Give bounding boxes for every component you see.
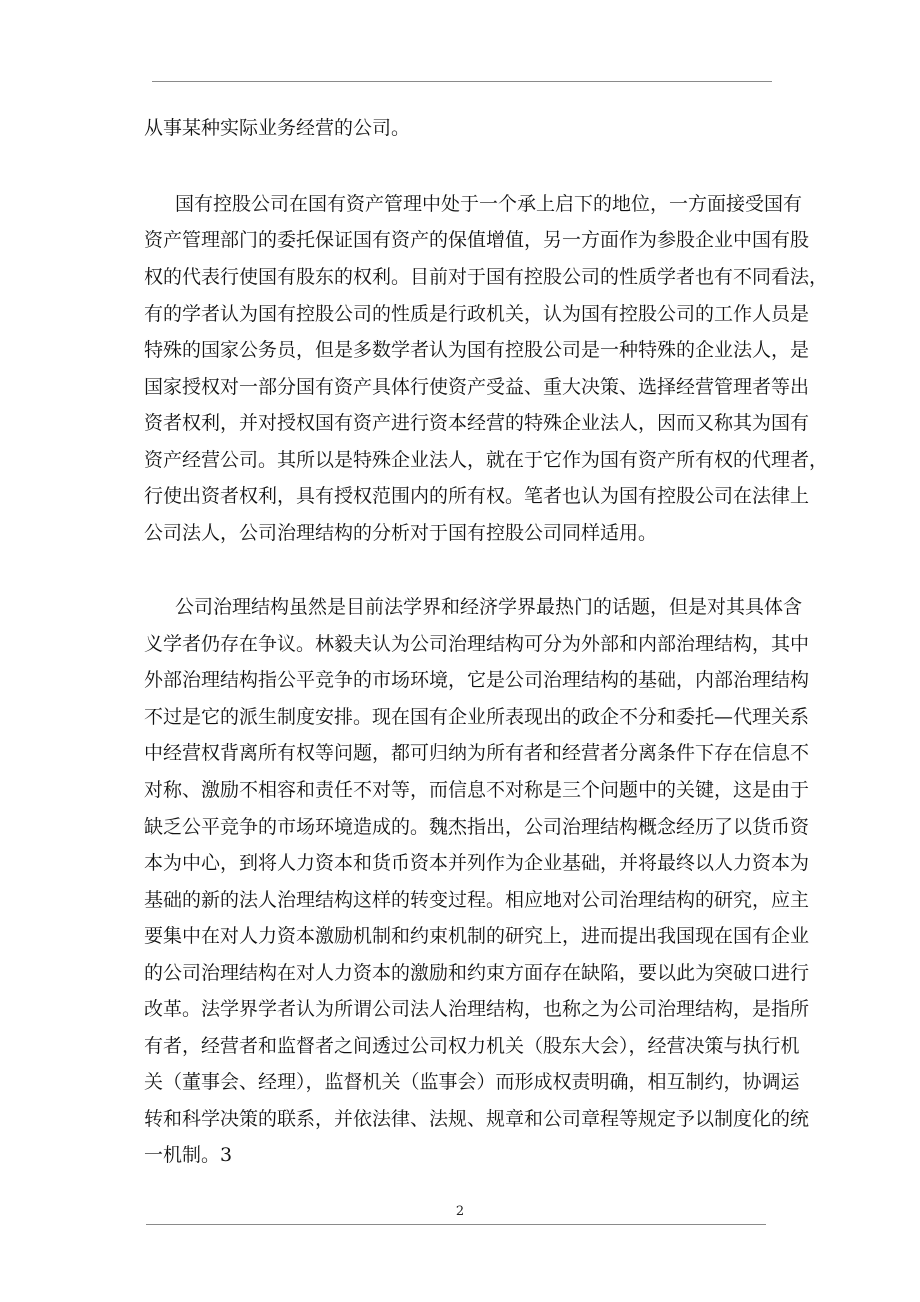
paragraph-3-line-16: 一机制。3 <box>144 1144 233 1166</box>
paragraph-3-line-12: 改革。法学界学者认为所谓公司法人治理结构，也称之为公司治理结构，是指所 <box>144 998 810 1020</box>
paragraph-2-line-1: 国有控股公司在国有资产管理中处于一个承上启下的地位，一方面接受国有 <box>175 193 803 215</box>
paragraph-2-line-5: 特殊的国家公务员，但是多数学者认为国有控股公司是一种特殊的企业法人，是 <box>144 339 810 361</box>
page-number: 2 <box>455 1204 465 1219</box>
paragraph-3-line-4: 不过是它的派生制度安排。现在国有企业所表现出的政企不分和委托—代理关系 <box>144 706 810 728</box>
paragraph-3-line-2: 义学者仍存在争议。林毅夫认为公司治理结构可分为外部和内部治理结构，其中 <box>144 633 810 655</box>
paragraph-3-line-9: 基础的新的法人治理结构这样的转变过程。相应地对公司治理结构的研究，应主 <box>144 889 810 911</box>
paragraph-2-line-10: 公司法人，公司治理结构的分析对于国有控股公司同样适用。 <box>144 522 658 544</box>
paragraph-2-line-8: 资产经营公司。其所以是特殊企业法人，就在于它作为国有资产所有权的代理者， <box>144 449 829 471</box>
paragraph-1-line-1: 从事某种实际业务经营的公司。 <box>144 117 411 139</box>
paragraph-3-line-6: 对称、激励不相容和责任不对等，而信息不对称是三个问题中的关键，这是由于 <box>144 779 810 801</box>
paragraph-3-line-7: 缺乏公平竞争的市场环境造成的。魏杰指出，公司治理结构概念经历了以货币资 <box>144 816 810 838</box>
paragraph-2-line-2: 资产管理部门的委托保证国有资产的保值增值，另一方面作为参股企业中国有股 <box>144 229 810 251</box>
paragraph-3-line-1: 公司治理结构虽然是目前法学界和经济学界最热门的话题，但是对其具体含 <box>175 596 803 618</box>
paragraph-3-line-3: 外部治理结构指公平竞争的市场环境，它是公司治理结构的基础，内部治理结构 <box>144 669 810 691</box>
paragraph-3-line-13: 有者，经营者和监督者之间透过公司权力机关（股东大会），经营决策与执行机 <box>144 1035 800 1057</box>
footer-rule <box>146 1224 766 1225</box>
paragraph-2-line-6: 国家授权对一部分国有资产具体行使资产受益、重大决策、选择经营管理者等出 <box>144 376 810 398</box>
paragraph-3-line-5: 中经营权背离所有权等问题，都可归纳为所有者和经营者分离条件下存在信息不 <box>144 742 810 764</box>
paragraph-2-line-3: 权的代表行使国有股东的权利。目前对于国有控股公司的性质学者也有不同看法， <box>144 266 829 288</box>
paragraph-3-line-8: 本为中心，到将人力资本和货币资本并列作为企业基础，并将最终以人力资本为 <box>144 852 810 874</box>
paragraph-3-line-15: 转和科学决策的联系，并依法律、法规、规章和公司章程等规定予以制度化的统 <box>144 1108 810 1130</box>
paragraph-3-line-10: 要集中在对人力资本激励机制和约束机制的研究上，进而提出我国现在国有企业 <box>144 925 810 947</box>
paragraph-2-line-4: 有的学者认为国有控股公司的性质是行政机关，认为国有控股公司的工作人员是 <box>144 303 810 325</box>
paragraph-2-line-7: 资者权利，并对授权国有资产进行资本经营的特殊企业法人，因而又称其为国有 <box>144 412 810 434</box>
header-rule <box>152 81 772 82</box>
paragraph-2-line-9: 行使出资者权利，具有授权范围内的所有权。笔者也认为国有控股公司在法律上 <box>144 485 810 507</box>
paragraph-3-line-11: 的公司治理结构在对人力资本的激励和约束方面存在缺陷，要以此为突破口进行 <box>144 962 810 984</box>
paragraph-3-line-14: 关（董事会、经理），监督机关（监事会）而形成权责明确，相互制约，协调运 <box>144 1071 800 1093</box>
